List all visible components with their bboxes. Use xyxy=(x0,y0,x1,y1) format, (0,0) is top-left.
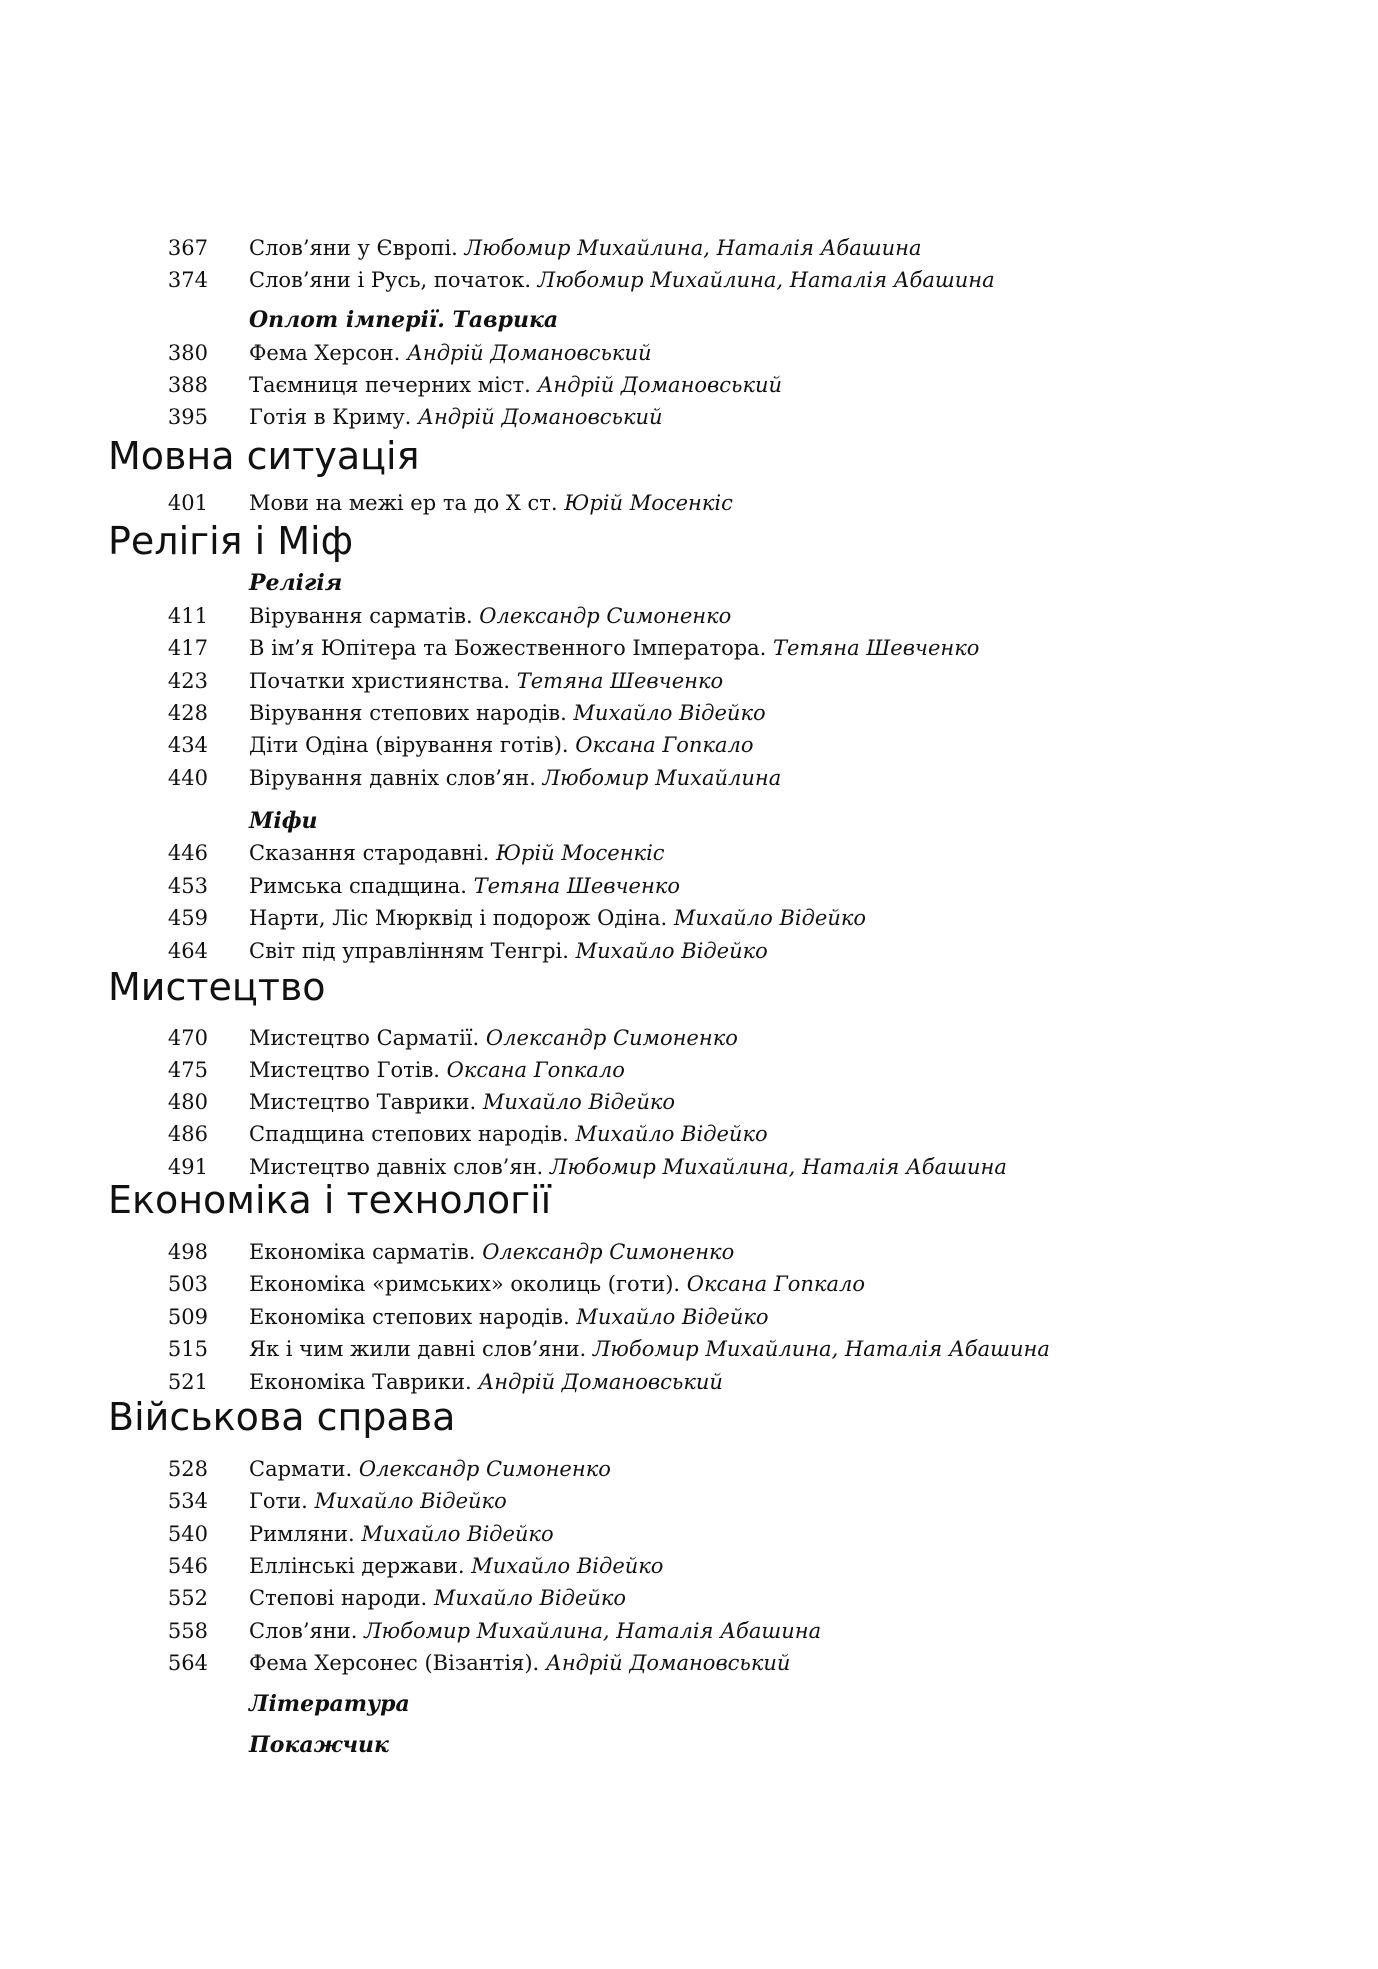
entry-text xyxy=(249,1333,1050,1365)
entry-title: Мистецтво давніх слов’ян. xyxy=(249,1155,550,1179)
section-heading: Мистецтво xyxy=(108,965,326,1009)
page-number: 509 xyxy=(167,1305,208,1329)
toc-entry xyxy=(0,697,1378,729)
page-number: 486 xyxy=(167,1122,208,1146)
entry-author: Тетяна Шевченко xyxy=(773,636,980,660)
toc-entry xyxy=(0,1485,1378,1517)
entry-text xyxy=(249,762,781,794)
page-number: 388 xyxy=(167,373,208,397)
page-number: 491 xyxy=(167,1155,208,1179)
entry-author: Михайло Відейко xyxy=(576,1305,769,1329)
toc-entry xyxy=(0,1236,1378,1268)
entry-title: Таємниця печерних міст. xyxy=(249,373,538,397)
toc-entry xyxy=(0,600,1378,632)
page-number: 423 xyxy=(167,669,208,693)
entry-author: Любомир Михайлина, Наталія Абашина xyxy=(464,236,922,260)
entry-text xyxy=(249,1647,790,1679)
entry-author: Андрій Домановський xyxy=(406,341,652,365)
page-number: 380 xyxy=(167,341,208,365)
page-number: 411 xyxy=(167,604,208,628)
page-number: 459 xyxy=(167,906,208,930)
subsection-heading: Міфи xyxy=(249,808,318,834)
entry-title: В ім’я Юпітера та Божественного Імператора. xyxy=(249,636,774,660)
entry-title: Світ під управлінням Тенгрі. xyxy=(249,939,576,963)
section-heading: Релігія і Міф xyxy=(108,519,354,563)
entry-title: Вірування степових народів. xyxy=(249,701,574,725)
page-number: 503 xyxy=(167,1272,208,1296)
entry-author: Андрій Домановський xyxy=(545,1651,791,1675)
entry-author: Оксана Гопкало xyxy=(686,1272,865,1296)
subsection-heading: Оплот імперії. Таврика xyxy=(249,307,559,333)
toc-entry xyxy=(0,1301,1378,1333)
toc-entry xyxy=(0,487,1378,519)
entry-text xyxy=(249,1615,821,1647)
entry-title: Сармати. xyxy=(249,1457,359,1481)
entry-text xyxy=(249,870,680,902)
page-number: 417 xyxy=(167,636,208,660)
toc-entry xyxy=(0,1118,1378,1150)
toc-entry xyxy=(0,1333,1378,1365)
toc-entry xyxy=(0,1615,1378,1647)
toc-entry xyxy=(0,870,1378,902)
entry-author: Тетяна Шевченко xyxy=(473,874,680,898)
toc-entry xyxy=(0,369,1378,401)
entry-text xyxy=(249,837,665,869)
entry-text xyxy=(249,337,652,369)
entry-title: Сказання стародавні. xyxy=(249,841,496,865)
toc-entry xyxy=(0,1022,1378,1054)
toc-entry xyxy=(0,337,1378,369)
entry-title: Спадщина степових народів. xyxy=(249,1122,576,1146)
entry-author: Любомир Михайлина, Наталія Абашина xyxy=(537,268,995,292)
toc-entry xyxy=(0,665,1378,697)
entry-title: Діти Одіна (вірування готів). xyxy=(249,733,576,757)
toc-entry xyxy=(0,1268,1378,1300)
toc-entry xyxy=(0,902,1378,934)
entry-title: Економіка «римських» околиць (готи). xyxy=(249,1272,687,1296)
entry-title: Як і чим жили давні слов’яни. xyxy=(249,1337,593,1361)
page-number: 395 xyxy=(167,405,208,429)
entry-author: Олександр Симоненко xyxy=(479,604,732,628)
entry-text xyxy=(249,232,922,264)
entry-title: Римська спадщина. xyxy=(249,874,474,898)
entry-text xyxy=(249,264,995,296)
entry-author: Андрій Домановський xyxy=(478,1370,723,1394)
entry-text xyxy=(249,1268,865,1300)
entry-title: Слов’яни і Русь, початок. xyxy=(249,268,538,292)
entry-title: Фема Херсон. xyxy=(249,341,407,365)
toc-entry xyxy=(0,837,1378,869)
entry-text xyxy=(249,665,723,697)
entry-text xyxy=(249,1022,738,1054)
page-number: 558 xyxy=(167,1619,208,1643)
entry-title: Готи. xyxy=(249,1489,315,1513)
page-number: 521 xyxy=(167,1370,208,1394)
toc-entry xyxy=(0,729,1378,761)
entry-title: Початки християнства. xyxy=(249,669,517,693)
entry-text xyxy=(249,935,768,967)
entry-author: Любомир Михайлина, Наталія Абашина xyxy=(592,1337,1050,1361)
page-number: 428 xyxy=(167,701,208,725)
entry-title: Мистецтво Сарматії. xyxy=(249,1026,486,1050)
entry-author: Михайло Відейко xyxy=(575,939,768,963)
entry-text xyxy=(249,1054,625,1086)
entry-author: Андрій Домановський xyxy=(418,405,663,429)
entry-author: Юрій Мосенкіс xyxy=(495,841,665,865)
entry-author: Михайло Відейко xyxy=(482,1090,676,1114)
entry-title: Економіка Таврики. xyxy=(249,1370,479,1394)
entry-title: Слов’яни у Європі. xyxy=(249,236,465,260)
entry-text xyxy=(249,632,979,664)
page-number: 446 xyxy=(167,841,208,865)
entry-text xyxy=(249,1550,663,1582)
page-number: 552 xyxy=(167,1586,208,1610)
section-heading: Мовна ситуація xyxy=(108,434,420,478)
entry-text xyxy=(249,1301,769,1333)
section-heading: Військова справа xyxy=(108,1395,456,1439)
entry-author: Любомир Михайлина, Наталія Абашина xyxy=(364,1619,822,1643)
entry-title: Готія в Криму. xyxy=(249,405,419,429)
page-number: 464 xyxy=(167,939,208,963)
toc-entry xyxy=(0,632,1378,664)
toc-entry xyxy=(0,1086,1378,1118)
entry-text xyxy=(249,401,663,433)
page-number: 434 xyxy=(167,733,208,757)
entry-author: Михайло Відейко xyxy=(573,701,766,725)
entry-author: Юрій Мосенкіс xyxy=(564,491,733,515)
toc-entry xyxy=(0,264,1378,296)
entry-title: Економіка сарматів. xyxy=(249,1240,483,1264)
entry-author: Тетяна Шевченко xyxy=(516,669,724,693)
entry-text xyxy=(249,1236,734,1268)
page-number: 528 xyxy=(167,1457,208,1481)
page-number: 498 xyxy=(167,1240,208,1264)
toc-entry xyxy=(0,1647,1378,1679)
entry-title: Вірування давніх слов’ян. xyxy=(249,766,543,790)
entry-author: Олександр Симоненко xyxy=(482,1240,735,1264)
entry-title: Економіка степових народів. xyxy=(249,1305,577,1329)
page-number: 534 xyxy=(167,1489,208,1513)
entry-title: Фема Херсонес (Візантія). xyxy=(249,1651,546,1675)
entry-title: Степові народи. xyxy=(249,1586,434,1610)
toc-entry xyxy=(0,762,1378,794)
subsection-heading: Література xyxy=(249,1691,410,1717)
entry-author: Андрій Домановський xyxy=(537,373,783,397)
entry-text xyxy=(249,1118,768,1150)
page-number: 367 xyxy=(167,236,208,260)
entry-author: Михайло Відейко xyxy=(673,906,867,930)
page-number: 470 xyxy=(167,1026,208,1050)
page-number: 374 xyxy=(167,268,208,292)
entry-text xyxy=(249,729,754,761)
page-number: 440 xyxy=(167,766,208,790)
entry-title: Еллінські держави. xyxy=(249,1554,472,1578)
page-number: 540 xyxy=(167,1522,208,1546)
toc-entry xyxy=(0,1550,1378,1582)
entry-title: Вірування сарматів. xyxy=(249,604,480,628)
page-number: 480 xyxy=(167,1090,208,1114)
entry-author: Михайло Відейко xyxy=(575,1122,768,1146)
entry-text xyxy=(249,369,782,401)
entry-title: Нарти, Ліс Мюрквід і подорож Одіна. xyxy=(249,906,674,930)
page-number: 564 xyxy=(167,1651,208,1675)
entry-author: Оксана Гопкало xyxy=(575,733,754,757)
entry-text xyxy=(249,697,766,729)
page-number: 546 xyxy=(167,1554,208,1578)
toc-entry xyxy=(0,1582,1378,1614)
entry-title: Мистецтво Готів. xyxy=(249,1058,447,1082)
toc-entry xyxy=(0,232,1378,264)
subsection-heading: Релігія xyxy=(249,570,343,596)
page-number: 401 xyxy=(167,491,208,515)
entry-text xyxy=(249,1485,507,1517)
entry-author: Михайло Відейко xyxy=(314,1489,507,1513)
entry-title: Мови на межі ер та до X ст. xyxy=(249,491,565,515)
entry-text xyxy=(249,487,733,519)
entry-title: Слов’яни. xyxy=(249,1619,365,1643)
entry-text xyxy=(249,1582,626,1614)
page-number: 475 xyxy=(167,1058,208,1082)
toc-entry xyxy=(0,1518,1378,1550)
toc-entry xyxy=(0,401,1378,433)
page-number: 453 xyxy=(167,874,208,898)
entry-title: Римляни. xyxy=(249,1522,362,1546)
entry-title: Мистецтво Таврики. xyxy=(249,1090,483,1114)
subsection-heading: Покажчик xyxy=(249,1732,389,1758)
page-number: 515 xyxy=(167,1337,208,1361)
entry-author: Любомир Михайлина, Наталія Абашина xyxy=(549,1155,1007,1179)
entry-text xyxy=(249,1518,554,1550)
entry-author: Михайло Відейко xyxy=(361,1522,554,1546)
entry-author: Олександр Симоненко xyxy=(485,1026,738,1050)
entry-author: Оксана Гопкало xyxy=(446,1058,625,1082)
entry-author: Михайло Відейко xyxy=(433,1586,627,1610)
section-heading: Економіка і технології xyxy=(108,1178,552,1222)
toc-entry xyxy=(0,1453,1378,1485)
entry-text xyxy=(249,1453,611,1485)
toc-entry xyxy=(0,935,1378,967)
entry-text xyxy=(249,1086,675,1118)
entry-text xyxy=(249,600,731,632)
toc-entry xyxy=(0,1054,1378,1086)
entry-author: Любомир Михайлина xyxy=(542,766,782,790)
entry-author: Михайло Відейко xyxy=(471,1554,664,1578)
entry-text xyxy=(249,902,866,934)
entry-author: Олександр Симоненко xyxy=(358,1457,611,1481)
